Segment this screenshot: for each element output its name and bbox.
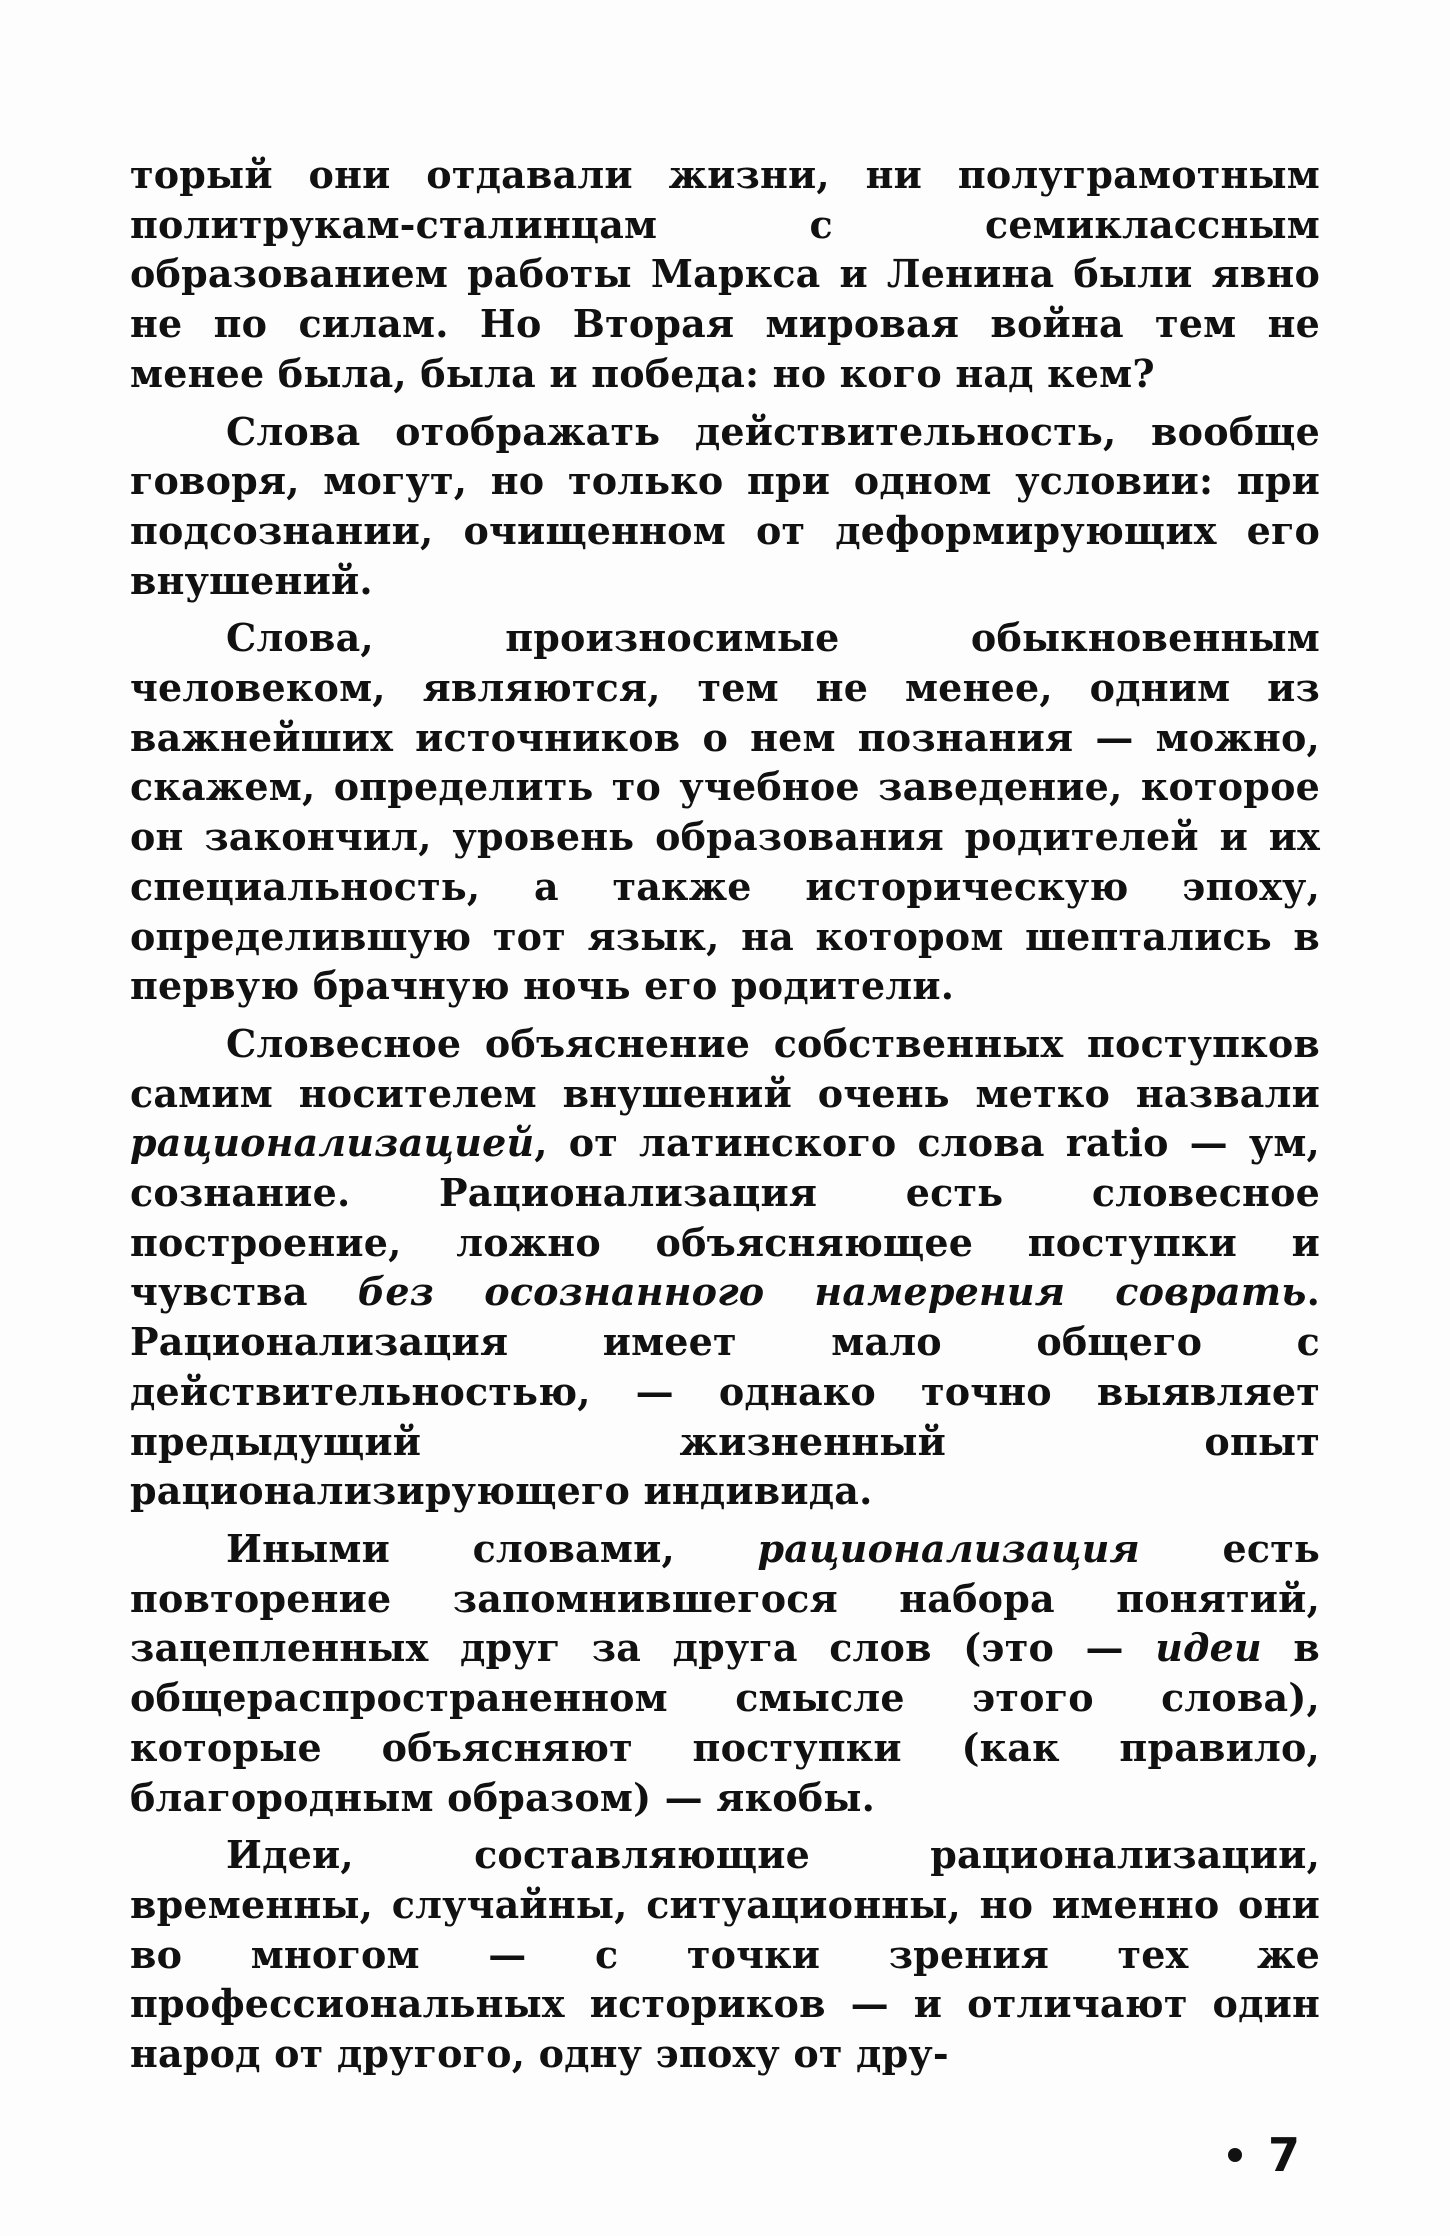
paragraph-3-part-1: Слова, произносимые обыкновенным человеком, являются, тем не менее, одним из важнейших источников о нем познания — можно, скажем, определить то учебное заведение, которое он закончил, уровень образования родителей и их специальность, а также историческую эпоху, определившую тот язык, на котором шептались в первую брачную ночь его родители. <box>130 615 1320 1009</box>
paragraph-6-part-1: Идеи, составляющие рационализации, временны, случайны, ситуационны, но именно они во многом — с точки зрения тех же профессиональных историков — и отличают один народ от другого, одну эпоху от дру- <box>130 1832 1320 2077</box>
paragraph-5-part-1: Иными словами, <box>226 1525 758 1571</box>
bullet-icon <box>1228 2148 1242 2162</box>
paragraph-5-emphasis-2: идеи <box>1155 1625 1262 1671</box>
paragraph-6 <box>130 1830 1320 2079</box>
paragraph-4-part-1: Словесное объяснение собственных поступков самим носителем внушений очень метко назвали <box>130 1020 1320 1116</box>
paragraph-5-part-2: есть повторение запомнившегося набора понятий, зацепленных друг за друга слов (это — <box>130 1525 1320 1671</box>
paragraph-4-emphasis-2: без осознанного намерения соврать <box>357 1269 1307 1315</box>
paragraph-4-part-2: , от латинского слова ratio — ум, сознание. Рационализация есть словесное построение, ложно объясняющее поступки и чувства <box>130 1120 1320 1315</box>
paragraph-5 <box>130 1524 1320 1822</box>
paragraph-4 <box>130 1019 1320 1516</box>
paragraph-5-emphasis-1: рационализация <box>757 1525 1140 1571</box>
paragraph-5-part-3: в общераспространенном смысле этого слова), которые объясняют поступки (как правило, благородным образом) — якобы. <box>130 1625 1320 1820</box>
body-text <box>130 150 1320 2079</box>
paragraph-4-part-3: . Рационализация имеет мало общего с действительностью, — однако точно выявляет предыдущий жизненный опыт рационализирующего индивида. <box>130 1269 1320 1514</box>
paragraph-2 <box>130 407 1320 606</box>
paragraph-2-part-1: Слова отображать действительность, вообще говоря, могут, но только при одном условии: при подсознании, очищенном от деформирующих его внушений. <box>130 408 1320 603</box>
paragraph-4-emphasis-1: рационализацией <box>130 1120 535 1166</box>
paragraph-3 <box>130 613 1320 1011</box>
page-number: 7 <box>1267 2128 1300 2182</box>
paragraph-1-part-1: торый они отдавали жизни, ни полуграмотным политрукам-сталинцам с семиклассным образованием работы Маркса и Ленина были явно не по силам. Но Вторая мировая война тем не менее была, была и победа: но кого над кем? <box>130 152 1320 396</box>
page-footer <box>1228 2128 1300 2182</box>
paragraph-1 <box>130 150 1320 399</box>
